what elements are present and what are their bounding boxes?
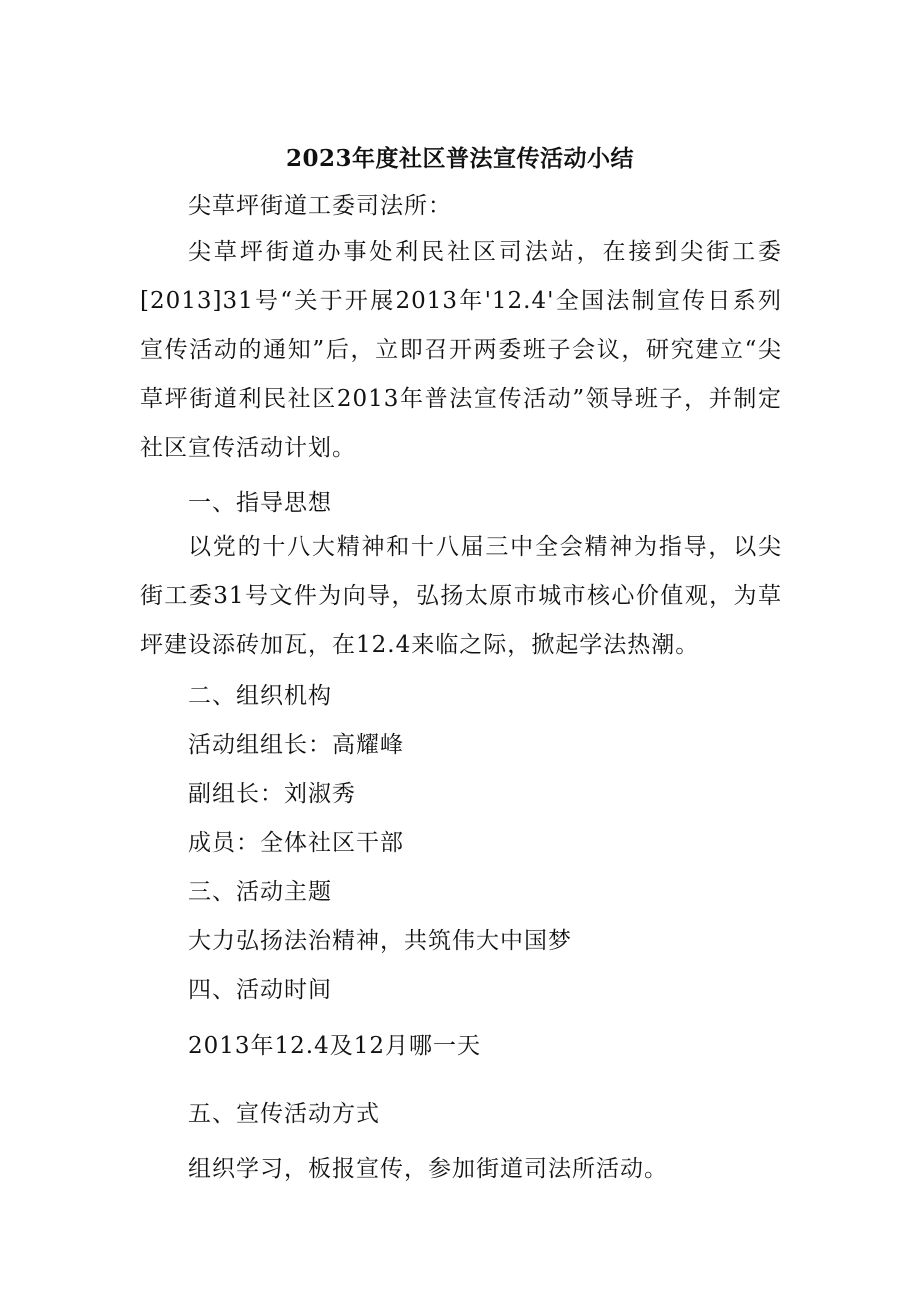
methods-text: 组织学习，板报宣传，参加街道司法所活动。: [188, 1156, 668, 1182]
time-text: 2013年12.4及12月哪一天: [188, 1033, 482, 1059]
organization-members: 成员：全体社区干部: [188, 830, 404, 856]
intro-paragraph: 尖草坪街道办事处利民社区司法站，在接到尖街工委[2013]31号“关于开展2013年'12.4'全国法制宣传日系列宣传活动的通知”后，立即召开两委班子会议，研究建立“尖草坪街道利民社区2013年普法宣传活动”领导班子，并制定社区宣传活动计划。: [140, 239, 782, 461]
salutation: 尖草坪街道工委司法所：: [188, 193, 452, 219]
guiding-paragraph: 以党的十八大精神和十八届三中全会精神为指导，以尖街工委31号文件为向导，弘扬太原市城市核心价值观，为草坪建设添砖加瓦，在12.4来临之际，掀起学法热潮。: [140, 534, 782, 658]
section-heading-guiding: 一、指导思想: [188, 490, 332, 516]
section-heading-methods: 五、宣传活动方式: [188, 1101, 380, 1127]
theme-text: 大力弘扬法治精神，共筑伟大中国梦: [188, 928, 572, 954]
section-heading-organization: 二、组织机构: [188, 683, 332, 709]
organization-leader: 活动组组长：高耀峰: [188, 732, 404, 758]
section-heading-theme: 三、活动主题: [188, 879, 332, 905]
organization-deputy: 副组长：刘淑秀: [188, 781, 356, 807]
section-heading-time: 四、活动时间: [188, 977, 332, 1003]
document-title: 2023年度社区普法宣传活动小结: [285, 145, 634, 172]
